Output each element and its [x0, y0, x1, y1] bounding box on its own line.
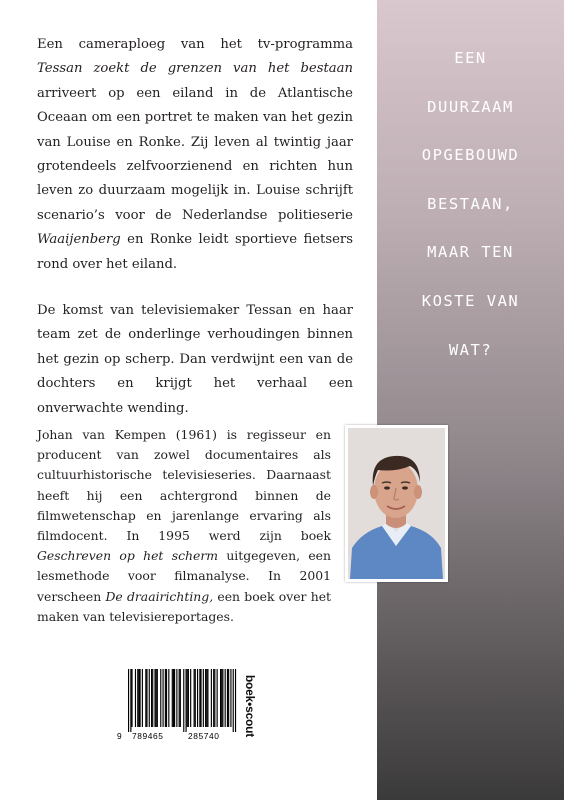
bio-text: een boek over het maken van televisiereportages.	[37, 588, 331, 624]
barcode-bar	[195, 669, 196, 727]
barcode-bar	[203, 669, 204, 727]
barcode-bar	[221, 669, 222, 727]
publisher-logo	[238, 670, 262, 742]
barcode-bar	[131, 669, 132, 727]
tagline	[377, 34, 564, 374]
barcode-bar	[211, 669, 212, 727]
barcode-bar	[190, 669, 191, 727]
barcode-bar	[235, 669, 236, 732]
barcode-bar	[160, 669, 161, 727]
barcode-bar	[222, 669, 223, 727]
bio-text: Johan van Kempen (1961) is regisseur en producent van zowel documentaires als cultuurhistorische televisieseries. Daarnaast heeft hij een achtergrond binnen de filmwetenschap en jarenlange ervaring als filmdocent. In 1995 werd zijn boek	[37, 427, 331, 544]
tagline-line: EEN	[454, 49, 487, 67]
book-title: Geschreven op het scherm	[37, 548, 218, 564]
barcode-bar	[233, 669, 234, 732]
isbn-right-group: 285740	[188, 731, 220, 741]
barcode-bar	[137, 669, 138, 727]
publisher-name: boek•scout	[243, 674, 257, 738]
barcode-bar	[199, 669, 200, 727]
barcode-bar	[173, 669, 174, 727]
author-photo	[345, 425, 448, 582]
barcode-bar	[228, 669, 229, 727]
barcode-bar	[154, 669, 155, 727]
barcode-bars	[117, 668, 244, 732]
barcode-bar	[135, 669, 136, 727]
barcode-bar	[172, 669, 173, 727]
barcode-bar	[176, 669, 177, 727]
program-title: Tessan zoekt de grenzen van het bestaan	[37, 61, 353, 77]
isbn-barcode	[117, 668, 244, 750]
tagline-line: BESTAAN,	[427, 194, 514, 213]
barcode-bar	[188, 669, 189, 727]
barcode-bar	[207, 669, 208, 727]
tagline-line: OPGEBOUWD	[421, 146, 520, 165]
barcode-bar	[206, 669, 207, 727]
barcode-bar	[217, 669, 218, 727]
barcode-bar	[200, 669, 201, 727]
barcode-bar	[156, 669, 157, 727]
barcode-bar	[214, 669, 215, 727]
barcode-bar	[163, 669, 164, 727]
barcode-bar	[205, 669, 206, 727]
tagline-line: DUURZAAM	[427, 97, 514, 116]
isbn-first-digit: 9	[117, 731, 123, 741]
bio-text: uitgegeven, een lesmethode voor filmanalyse. In 2001 verscheen	[37, 548, 331, 604]
barcode-bar	[151, 669, 152, 727]
author-bio	[37, 425, 331, 627]
barcode-bar	[220, 669, 221, 727]
barcode-bar	[166, 669, 167, 727]
blurb-paragraph: De komst van televisiemaker Tessan en haar team zet de onderlinge verhoudingen binnen het gezin op scherp. Dan verdwijnt een van de dochters en krijgt het verhaal een onverwachte wending.	[37, 303, 353, 416]
barcode-bar	[197, 669, 198, 727]
barcode-bar	[194, 669, 195, 727]
author-portrait	[348, 428, 445, 579]
blurb-paragraph	[37, 33, 353, 277]
barcode-bar	[230, 669, 231, 727]
tagline-line: KOSTE VAN	[421, 291, 520, 310]
series-title: Waaijenberg	[37, 232, 121, 248]
blurb-text: en Ronke leidt sportieve fietsers rond over het eiland.	[37, 232, 353, 272]
barcode-bar	[130, 669, 131, 732]
isbn-left-group: 789465	[132, 731, 164, 741]
barcode-bar	[165, 669, 166, 727]
barcode-bar	[225, 669, 226, 727]
blurb-text: Een cameraploeg van het tv-programma	[37, 37, 353, 52]
barcode-bar	[186, 669, 187, 732]
barcode-bar	[174, 669, 175, 727]
barcode-bar	[152, 669, 153, 727]
barcode-bar	[128, 669, 129, 732]
tagline-line: WAT?	[448, 340, 493, 359]
barcode-bar	[183, 669, 184, 732]
barcode-bar	[149, 669, 150, 727]
barcode-bar	[142, 669, 143, 727]
barcode-bar	[179, 669, 180, 727]
barcode-bar	[146, 669, 147, 727]
barcode-bar	[180, 669, 181, 727]
barcode-bar	[138, 669, 139, 727]
blurb	[37, 33, 353, 421]
tagline-line: MAAR TEN	[427, 243, 514, 262]
blurb-text: arriveert op een eiland in de Atlantische Oceaan om een portret te maken van het gezin van Louise en Ronke. Zij leven al twintig jaar grotendeels zelfvoorzienend en richten hun leven zo duurzaam mogelijk in. Louise schrijft scenario’s voor de Nederlandse politieserie	[37, 85, 353, 223]
barcode-bar	[157, 669, 158, 727]
barcode-bar	[168, 669, 169, 727]
barcode-bar	[140, 669, 141, 727]
book-title: De draairichting,	[105, 588, 214, 604]
barcode-bar	[145, 669, 146, 727]
barcode-bar	[213, 669, 214, 727]
barcode-bar	[187, 669, 188, 727]
barcode-bar	[227, 669, 228, 727]
